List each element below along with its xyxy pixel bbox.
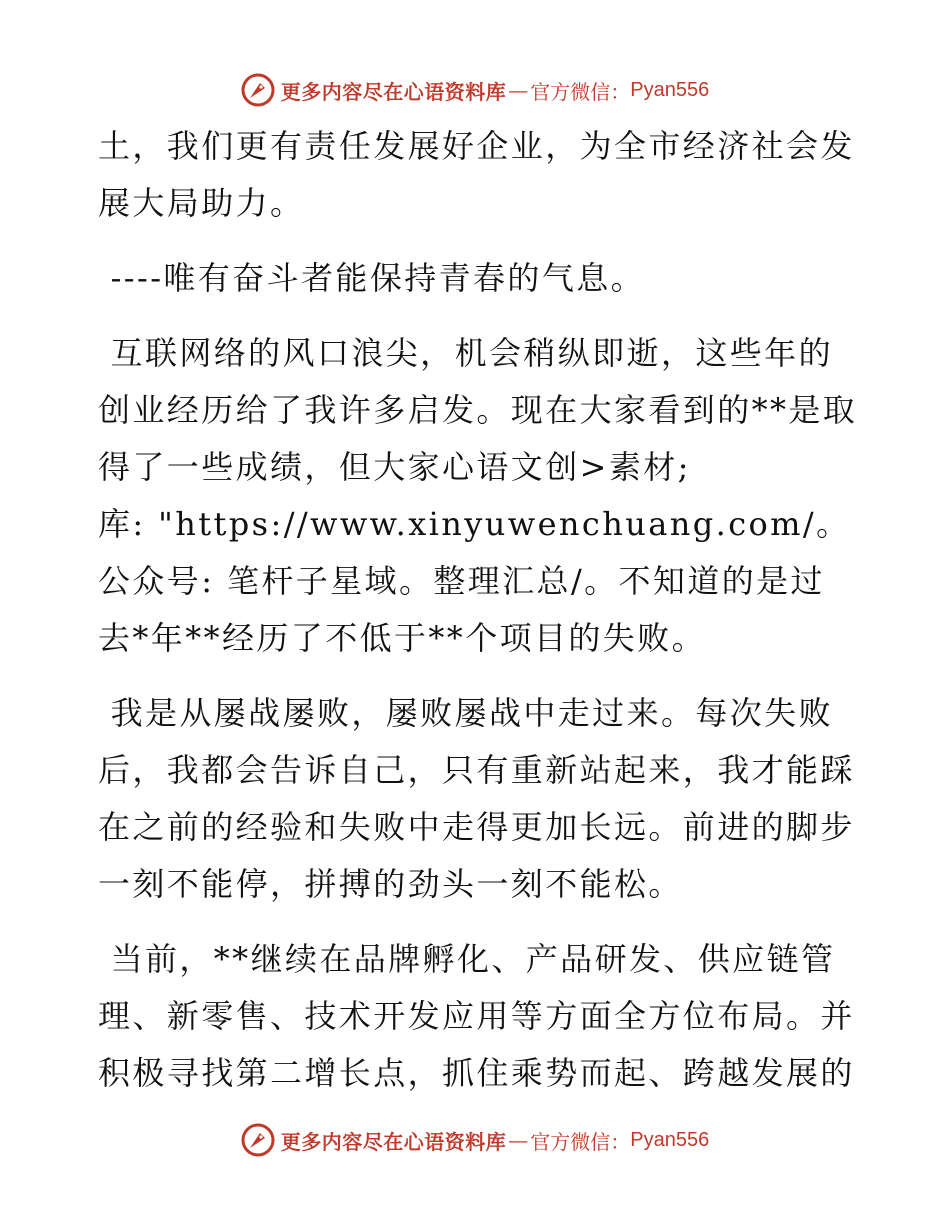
document-body [98,118,858,1102]
paragraph: 土，我们更有责任发展好企业，为全市经济社会发展大局助力。 [98,127,855,222]
banner-brand: 更多内容尽在心语资料库 [280,1129,507,1154]
paragraph: 当前，**继续在品牌孵化、产品研发、供应链管理、新零售、技术开发应用等方面全方位布局。并积极寻找第二增长点，抓住乘势而起、跨越发展的 [98,940,855,1092]
banner-wechat-id: Pyan556 [630,1128,710,1151]
banner-wechat-id: Pyan556 [630,78,710,101]
footer-banner[interactable] [0,1120,950,1160]
banner-separator: — [508,1128,529,1152]
header-banner[interactable] [0,70,950,110]
paragraph: ----唯有奋斗者能保持青春的气息。 [98,259,646,297]
banner-separator: — [508,78,529,102]
paragraph: 我是从屡战屡败，屡败屡战中走过来。每次失败后，我都会告诉自己，只有重新站起来，我才能踩在之前的经验和失败中走得更加长远。前进的脚步一刻不能停，拼搏的劲头一刻不能松。 [98,694,855,903]
banner-brand: 更多内容尽在心语资料库 [280,79,507,104]
pen-nib-icon [241,1123,275,1157]
paragraph: 互联网络的风口浪尖，机会稍纵即逝，这些年的创业经历给了我许多启发。现在大家看到的**是取得了一些成绩，但大家心语文创>素材; 库: "https://www.xinyuwenchuang.com/。公众号: 笔杆子星域。整理汇总/。不知道的是过去*年**经历了不低于**个项目的失败。 [98,334,858,657]
banner-wechat-label: 官方微信： [530,1129,631,1154]
banner-wechat-label: 官方微信： [530,79,631,104]
pen-nib-icon [241,73,275,107]
